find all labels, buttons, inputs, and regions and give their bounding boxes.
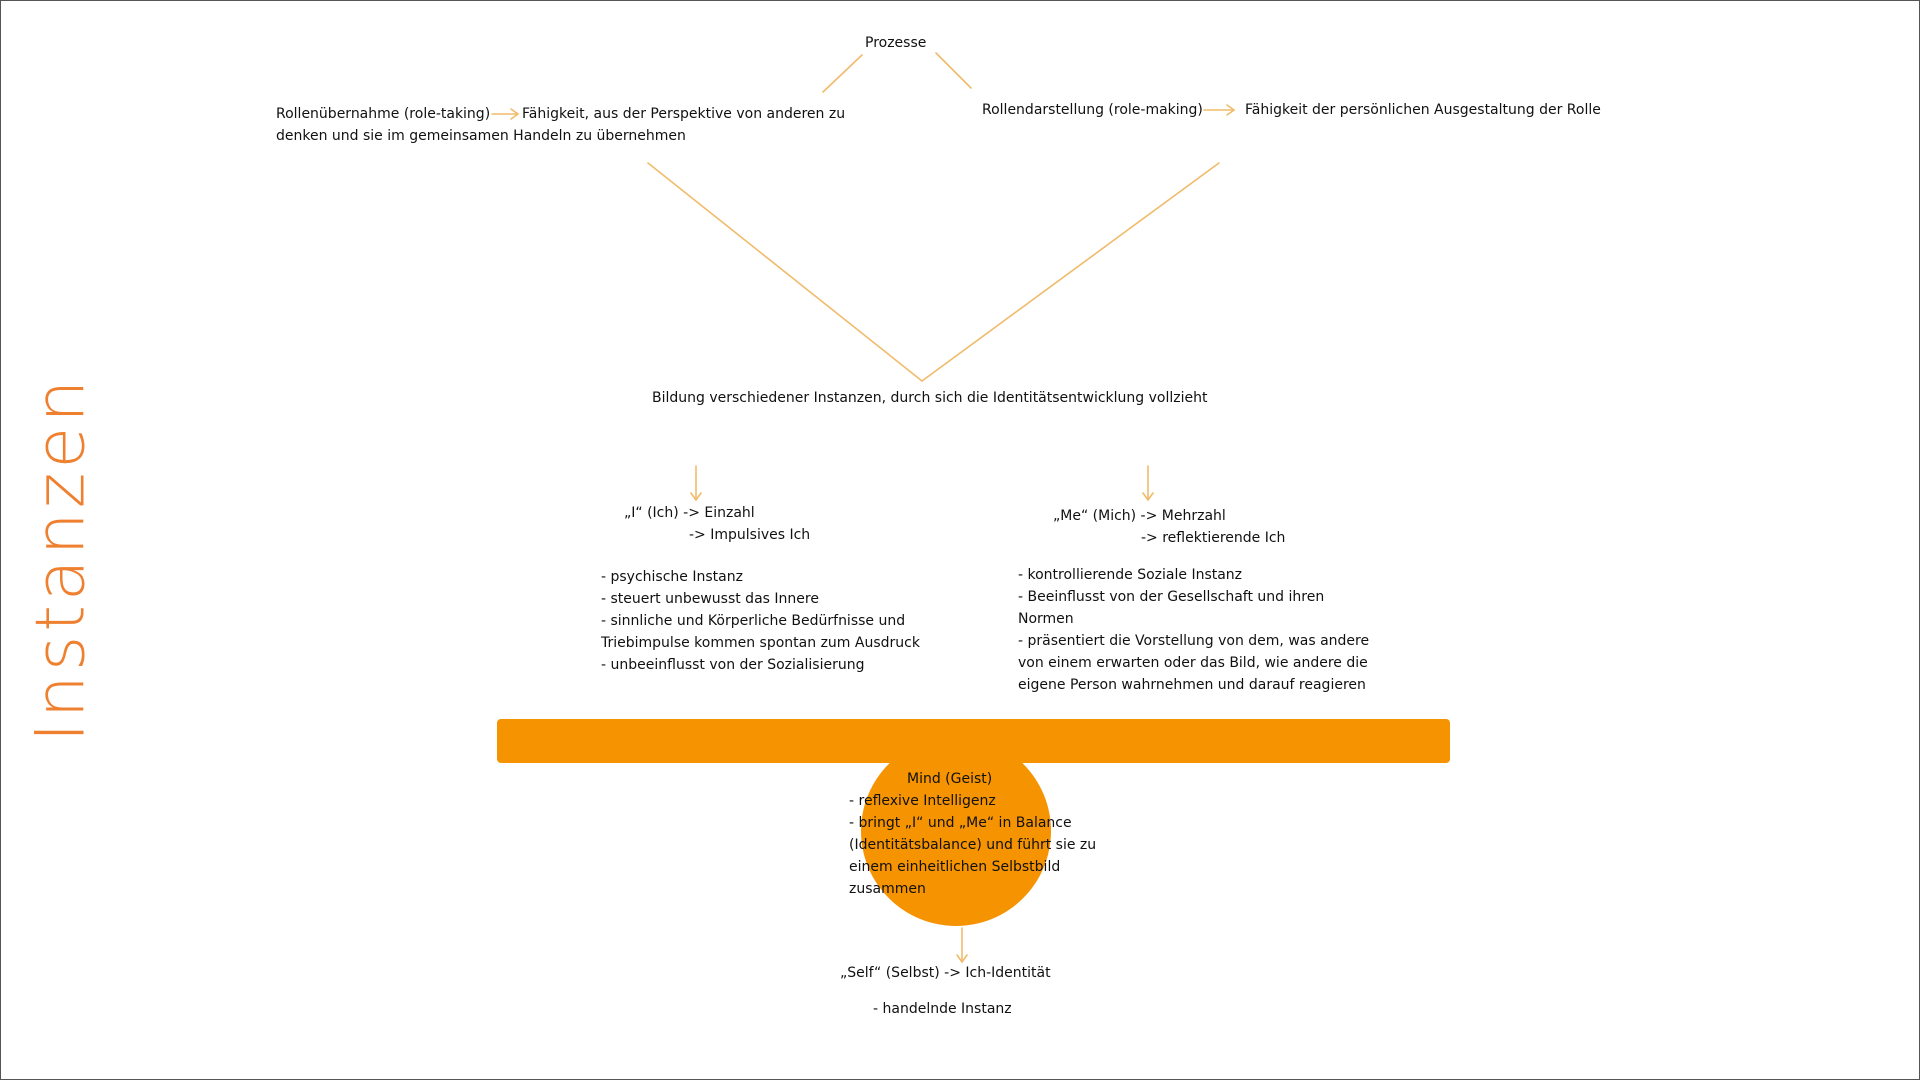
i-bullet-list xyxy=(601,566,920,676)
line-processes-left xyxy=(823,55,862,92)
i-heading-line1: „I“ (Ich) -> Einzahl xyxy=(624,505,755,521)
mind-line: - bringt „I“ und „Me“ in Balance xyxy=(849,815,1072,831)
me-bullet: Normen xyxy=(1018,611,1074,627)
role-taking-desc-line2: denken und sie im gemeinsamen Handeln zu übernehmen xyxy=(276,128,686,144)
mind-title: Mind (Geist) xyxy=(907,771,993,787)
i-bullet: - psychische Instanz xyxy=(601,569,743,585)
mind-line: zusammen xyxy=(849,881,926,897)
mind-text xyxy=(849,790,1096,900)
processes-label: Prozesse xyxy=(865,35,927,51)
line-v-left xyxy=(648,163,922,381)
i-bullet: - steuert unbewusst das Innere xyxy=(601,591,819,607)
me-bullet: von einem erwarten oder das Bild, wie andere die xyxy=(1018,655,1368,671)
me-bullet: eigene Person wahrnehmen und darauf reagieren xyxy=(1018,677,1366,693)
role-taking-label: Rollenübernahme (role-taking) xyxy=(276,106,491,122)
i-bullet: Triebimpulse kommen spontan zum Ausdruck xyxy=(601,635,920,651)
me-heading-line2: -> reflektierende Ich xyxy=(1141,530,1286,546)
me-bullet: - kontrollierende Soziale Instanz xyxy=(1018,567,1243,583)
self-line: - handelnde Instanz xyxy=(873,1001,1012,1017)
self-title: „Self“ (Selbst) -> Ich-Identität xyxy=(840,965,1051,981)
role-making-label: Rollendarstellung (role-making) xyxy=(982,102,1203,118)
i-bullet: - unbeeinflusst von der Sozialisierung xyxy=(601,657,865,673)
mind-line: - reflexive Intelligenz xyxy=(849,793,996,809)
me-bullet: - präsentiert die Vorstellung von dem, was andere xyxy=(1018,633,1370,649)
instances-title: Bildung verschiedener Instanzen, durch sich die Identitätsentwicklung vollzieht xyxy=(652,390,1208,406)
mind-line: (Identitätsbalance) und führt sie zu xyxy=(849,837,1097,853)
arrow-down-i xyxy=(691,466,701,500)
line-processes-right xyxy=(936,53,971,88)
role-making-desc: Fähigkeit der persönlichen Ausgestaltung der Rolle xyxy=(1245,102,1601,118)
me-heading-line1: „Me“ (Mich) -> Mehrzahl xyxy=(1053,508,1226,524)
mind-line: einem einheitlichen Selbstbild xyxy=(849,859,1061,875)
role-taking-desc-line1: Fähigkeit, aus der Perspektive von anderen zu xyxy=(522,106,846,122)
arrow-down-me xyxy=(1143,466,1153,500)
me-bullet: - Beeinflusst von der Gesellschaft und ihren xyxy=(1018,589,1325,605)
side-title: Instanzen xyxy=(21,375,101,743)
i-heading-line2: -> Impulsives Ich xyxy=(689,527,811,543)
i-bullet: - sinnliche und Körperliche Bedürfnisse und xyxy=(601,613,906,629)
arrow-down-self xyxy=(957,928,967,962)
me-bullet-list xyxy=(1018,564,1369,696)
arrow-role-taking xyxy=(492,109,518,119)
balance-bar xyxy=(497,719,1450,763)
arrow-role-making xyxy=(1204,105,1234,115)
line-v-right xyxy=(922,163,1219,381)
